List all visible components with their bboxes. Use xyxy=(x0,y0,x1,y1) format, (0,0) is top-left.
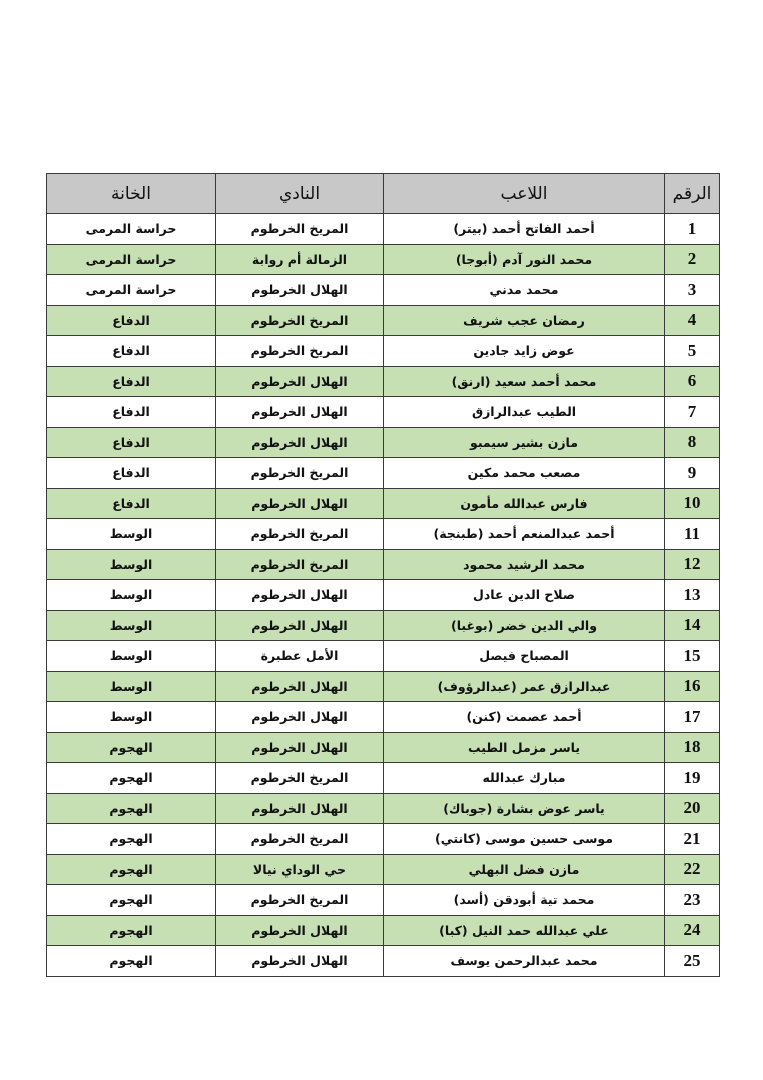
cell-position: الهجوم xyxy=(47,915,216,946)
cell-club: المريخ الخرطوم xyxy=(216,458,384,489)
cell-club: الهلال الخرطوم xyxy=(216,946,384,977)
cell-position: الهجوم xyxy=(47,793,216,824)
table-row xyxy=(47,763,720,794)
cell-player: موسى حسين موسى (كانتي) xyxy=(384,824,665,855)
cell-player: ياسر عوض بشارة (جوباك) xyxy=(384,793,665,824)
cell-club: حي الوداي نيالا xyxy=(216,854,384,885)
cell-player: المصباح فيصل xyxy=(384,641,665,672)
cell-player: مازن بشير سيمبو xyxy=(384,427,665,458)
cell-club: الهلال الخرطوم xyxy=(216,671,384,702)
cell-number: 14 xyxy=(665,610,720,641)
cell-position: الدفاع xyxy=(47,366,216,397)
cell-player: مبارك عبدالله xyxy=(384,763,665,794)
header-position: الخانة xyxy=(47,174,216,214)
cell-club: الهلال الخرطوم xyxy=(216,610,384,641)
cell-number: 2 xyxy=(665,244,720,275)
cell-club: المريخ الخرطوم xyxy=(216,824,384,855)
cell-position: الدفاع xyxy=(47,305,216,336)
cell-number: 12 xyxy=(665,549,720,580)
cell-club: المريخ الخرطوم xyxy=(216,336,384,367)
cell-position: الهجوم xyxy=(47,885,216,916)
cell-position: الدفاع xyxy=(47,427,216,458)
table-row xyxy=(47,732,720,763)
cell-position: الوسط xyxy=(47,580,216,611)
cell-number: 5 xyxy=(665,336,720,367)
table-row xyxy=(47,427,720,458)
cell-number: 3 xyxy=(665,275,720,306)
cell-number: 10 xyxy=(665,488,720,519)
cell-club: الهلال الخرطوم xyxy=(216,793,384,824)
cell-position: الهجوم xyxy=(47,854,216,885)
table-row xyxy=(47,488,720,519)
cell-club: المريخ الخرطوم xyxy=(216,305,384,336)
table-row xyxy=(47,336,720,367)
cell-position: الدفاع xyxy=(47,458,216,489)
cell-number: 18 xyxy=(665,732,720,763)
table-row xyxy=(47,519,720,550)
cell-player: والي الدين خضر (بوغبا) xyxy=(384,610,665,641)
cell-club: الهلال الخرطوم xyxy=(216,427,384,458)
cell-position: حراسة المرمى xyxy=(47,244,216,275)
cell-club: المريخ الخرطوم xyxy=(216,549,384,580)
table-header-row xyxy=(47,174,720,214)
cell-number: 22 xyxy=(665,854,720,885)
cell-number: 7 xyxy=(665,397,720,428)
cell-number: 21 xyxy=(665,824,720,855)
cell-player: أحمد عبدالمنعم أحمد (طبنجة) xyxy=(384,519,665,550)
cell-player: مازن فضل البهلي xyxy=(384,854,665,885)
cell-position: الدفاع xyxy=(47,397,216,428)
table-body xyxy=(47,214,720,977)
table-row xyxy=(47,885,720,916)
table-row xyxy=(47,702,720,733)
cell-position: الوسط xyxy=(47,610,216,641)
cell-player: أحمد عصمت (كنن) xyxy=(384,702,665,733)
table-row xyxy=(47,275,720,306)
cell-player: محمد الرشيد محمود xyxy=(384,549,665,580)
cell-number: 6 xyxy=(665,366,720,397)
cell-number: 20 xyxy=(665,793,720,824)
cell-club: الهلال الخرطوم xyxy=(216,732,384,763)
cell-position: الوسط xyxy=(47,549,216,580)
cell-position: الوسط xyxy=(47,702,216,733)
cell-number: 8 xyxy=(665,427,720,458)
cell-position: الهجوم xyxy=(47,946,216,977)
cell-position: الدفاع xyxy=(47,336,216,367)
cell-number: 4 xyxy=(665,305,720,336)
cell-player: محمد مدني xyxy=(384,275,665,306)
table-row xyxy=(47,214,720,245)
cell-club: الهلال الخرطوم xyxy=(216,580,384,611)
cell-number: 13 xyxy=(665,580,720,611)
cell-player: محمد النور آدم (أبوجا) xyxy=(384,244,665,275)
cell-position: حراسة المرمى xyxy=(47,275,216,306)
cell-player: الطيب عبدالرازق xyxy=(384,397,665,428)
cell-position: الهجوم xyxy=(47,824,216,855)
cell-player: ياسر مزمل الطيب xyxy=(384,732,665,763)
table-row xyxy=(47,580,720,611)
cell-player: مصعب محمد مكين xyxy=(384,458,665,489)
cell-club: المريخ الخرطوم xyxy=(216,214,384,245)
table-row xyxy=(47,915,720,946)
table-row xyxy=(47,244,720,275)
cell-number: 11 xyxy=(665,519,720,550)
cell-club: المريخ الخرطوم xyxy=(216,519,384,550)
table-row xyxy=(47,824,720,855)
cell-number: 1 xyxy=(665,214,720,245)
cell-player: محمد أحمد سعيد (ارنق) xyxy=(384,366,665,397)
cell-number: 16 xyxy=(665,671,720,702)
cell-number: 24 xyxy=(665,915,720,946)
table-row xyxy=(47,305,720,336)
cell-club: الهلال الخرطوم xyxy=(216,397,384,428)
cell-player: محمد تية أبودقن (أسد) xyxy=(384,885,665,916)
cell-number: 19 xyxy=(665,763,720,794)
cell-position: الوسط xyxy=(47,671,216,702)
cell-position: حراسة المرمى xyxy=(47,214,216,245)
cell-position: الدفاع xyxy=(47,488,216,519)
table-row xyxy=(47,793,720,824)
cell-club: الهلال الخرطوم xyxy=(216,915,384,946)
cell-player: عوض زايد جادين xyxy=(384,336,665,367)
cell-club: الهلال الخرطوم xyxy=(216,366,384,397)
cell-position: الوسط xyxy=(47,641,216,672)
cell-player: محمد عبدالرحمن يوسف xyxy=(384,946,665,977)
header-player: اللاعب xyxy=(384,174,665,214)
table-row xyxy=(47,366,720,397)
cell-number: 9 xyxy=(665,458,720,489)
cell-number: 25 xyxy=(665,946,720,977)
cell-number: 17 xyxy=(665,702,720,733)
cell-club: الأمل عطبرة xyxy=(216,641,384,672)
table-row xyxy=(47,549,720,580)
table-row xyxy=(47,854,720,885)
cell-position: الهجوم xyxy=(47,732,216,763)
cell-number: 15 xyxy=(665,641,720,672)
roster-table xyxy=(46,173,720,977)
cell-player: رمضان عجب شريف xyxy=(384,305,665,336)
table-row xyxy=(47,671,720,702)
cell-club: المريخ الخرطوم xyxy=(216,763,384,794)
cell-club: الهلال الخرطوم xyxy=(216,275,384,306)
cell-player: علي عبدالله حمد النيل (كبا) xyxy=(384,915,665,946)
cell-player: صلاح الدين عادل xyxy=(384,580,665,611)
header-club: النادي xyxy=(216,174,384,214)
cell-number: 23 xyxy=(665,885,720,916)
table-row xyxy=(47,946,720,977)
cell-player: فارس عبدالله مأمون xyxy=(384,488,665,519)
table-row xyxy=(47,641,720,672)
table-row xyxy=(47,610,720,641)
cell-position: الهجوم xyxy=(47,763,216,794)
cell-position: الوسط xyxy=(47,519,216,550)
table-row xyxy=(47,458,720,489)
header-number: الرقم xyxy=(665,174,720,214)
cell-club: الهلال الخرطوم xyxy=(216,702,384,733)
cell-club: الزمالة أم روابة xyxy=(216,244,384,275)
cell-player: عبدالرازق عمر (عبدالرؤوف) xyxy=(384,671,665,702)
cell-club: المريخ الخرطوم xyxy=(216,885,384,916)
cell-club: الهلال الخرطوم xyxy=(216,488,384,519)
cell-player: أحمد الفاتح أحمد (بيتر) xyxy=(384,214,665,245)
table-row xyxy=(47,397,720,428)
